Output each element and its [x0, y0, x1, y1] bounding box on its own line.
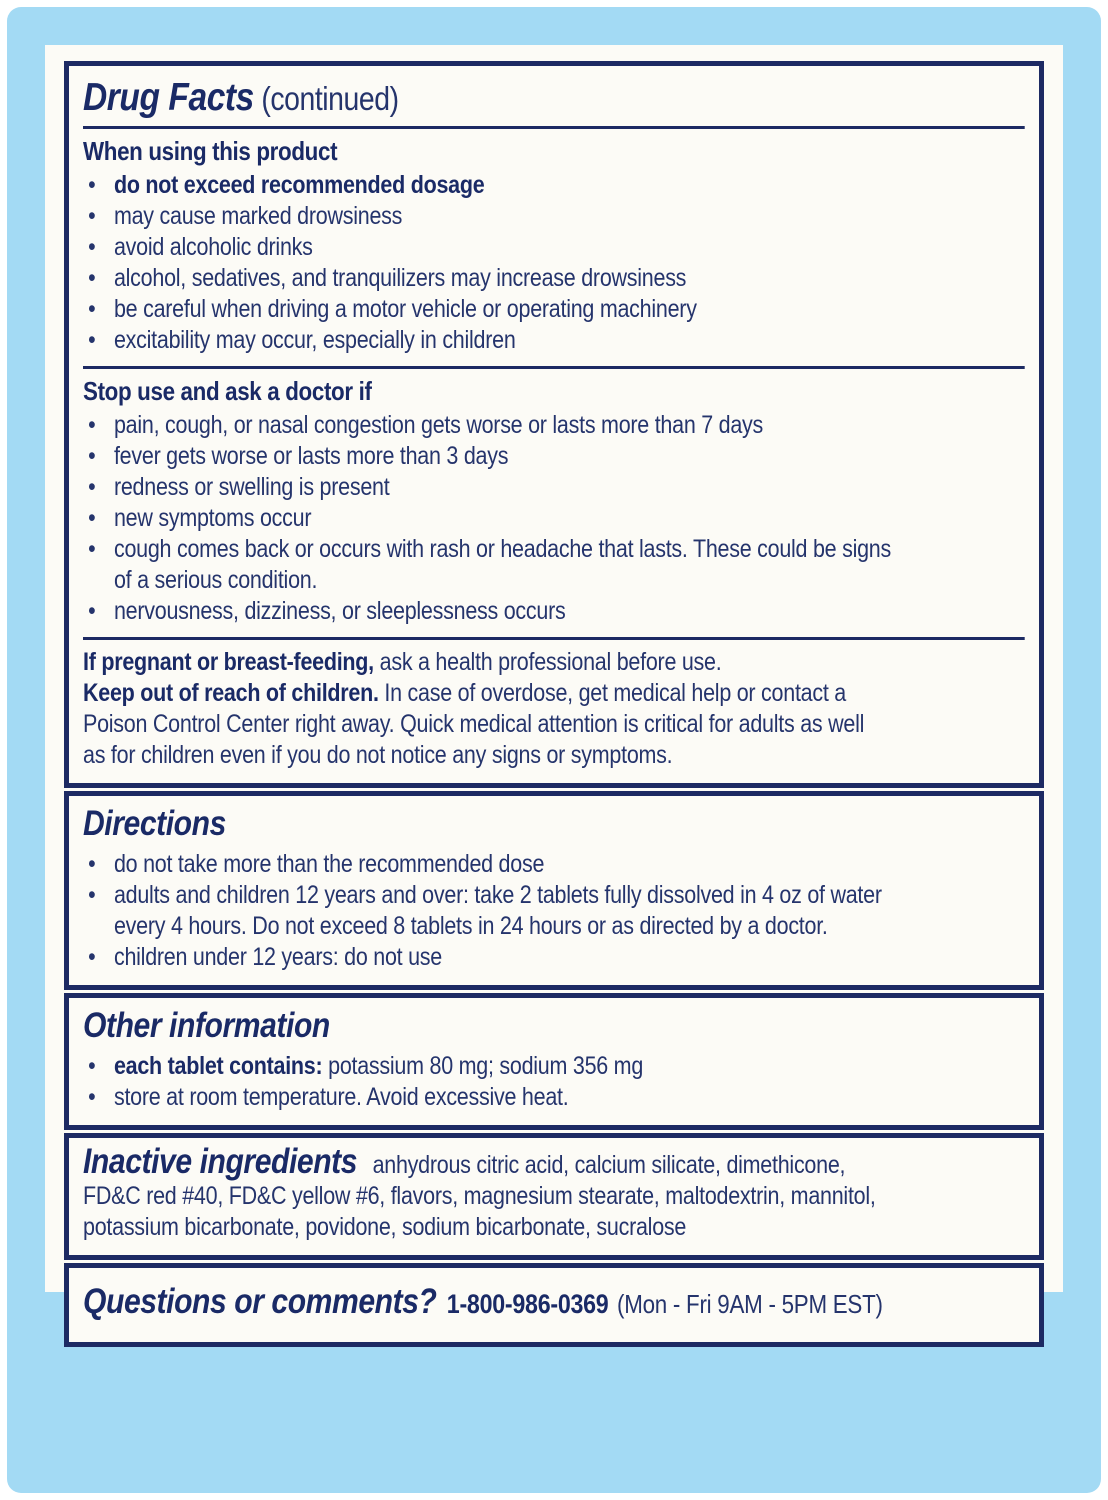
bullet-icon: •: [88, 202, 96, 230]
when-using-heading: When using this product: [83, 136, 338, 166]
other-information-heading: Other information: [83, 1006, 330, 1045]
bullet-icon: •: [88, 233, 96, 261]
list-item: • do not exceed recommended dosage: [88, 171, 485, 199]
list-item: • children under 12 years: do not use: [88, 943, 442, 971]
list-item: • store at room temperature. Avoid excessive heat.: [88, 1083, 569, 1111]
divider-rule: [83, 126, 1024, 129]
directions-box: [64, 791, 1044, 990]
list-item: • avoid alcoholic drinks: [88, 233, 313, 261]
list-item: • alcohol, sedatives, and tranquilizers may increase drowsiness: [88, 264, 687, 292]
divider-rule: [83, 366, 1024, 369]
list-item: • do not take more than the recommended dose: [88, 850, 545, 878]
inactive-ingredients-line: FD&C red #40, FD&C yellow #6, flavors, magnesium stearate, maltodextrin, mannitol, potassium bicarbonate, povidone, sodium bicarbonate, sucralose: [83, 1182, 876, 1241]
phone-number: 1-800-986-0369: [446, 1289, 609, 1319]
title-continued: (continued): [253, 80, 399, 117]
bullet-icon: •: [88, 1052, 96, 1080]
bullet-icon: •: [88, 850, 96, 878]
warnings-box: [64, 61, 1044, 788]
directions-heading: Directions: [83, 804, 226, 843]
list-item: • excitability may occur, especially in children: [88, 326, 516, 354]
questions-heading: Questions or comments?: [83, 1282, 437, 1321]
keep-out-of-reach-warning: Keep out of reach of children. In case of overdose, get medical help or contact a Poison Control Center right away. Quick medical attention is critical for adults as well as for children even if you do not notice any signs or symptoms.: [83, 679, 865, 769]
bullet-icon: •: [88, 597, 96, 625]
list-item: • redness or swelling is present: [88, 473, 390, 501]
list-item: • cough comes back or occurs with rash or headache that lasts. These could be signs of a serious condition.: [88, 535, 891, 594]
bullet-icon: •: [88, 473, 96, 501]
stop-use-heading: Stop use and ask a doctor if: [83, 376, 372, 406]
label-panel: [45, 45, 1063, 1321]
bullet-icon: •: [88, 264, 96, 292]
bullet-icon: •: [88, 1083, 96, 1111]
title-text: Drug Facts: [83, 76, 254, 119]
fact-boxes: [64, 61, 1044, 1350]
list-item: • be careful when driving a motor vehicle or operating machinery: [88, 295, 697, 323]
list-item: • each tablet contains: potassium 80 mg; sodium 356 mg: [88, 1052, 644, 1080]
bullet-icon: •: [88, 881, 96, 909]
questions-line: [83, 1282, 1024, 1322]
list-item: • adults and children 12 years and over: take 2 tablets fully dissolved in 4 oz of water every 4 hours. Do not exceed 8 tablets in 24 hours or as directed by a doctor.: [88, 881, 882, 940]
bullet-icon: •: [88, 535, 96, 563]
bullet-icon: •: [88, 295, 96, 323]
list-item: • fever gets worse or lasts more than 3 days: [88, 442, 509, 470]
list-item: • may cause marked drowsiness: [88, 202, 403, 230]
divider-rule: [83, 637, 1024, 640]
list-item: • pain, cough, or nasal congestion gets worse or lasts more than 7 days: [88, 411, 764, 439]
inactive-ingredients-box: [64, 1133, 1044, 1260]
inactive-ingredients-heading: Inactive ingredients: [83, 1142, 358, 1181]
list-item: • nervousness, dizziness, or sleeplessness occurs: [88, 597, 566, 625]
bullet-icon: •: [88, 442, 96, 470]
pregnancy-warning: If pregnant or breast-feeding, ask a health professional before use.: [83, 648, 722, 676]
bullet-icon: •: [88, 411, 96, 439]
phone-hours: (Mon - Fri 9AM - 5PM EST): [617, 1289, 883, 1319]
other-information-box: [64, 993, 1044, 1130]
inactive-ingredients-line: Inactive ingredients anhydrous citric acid, calcium silicate, dimethicone,: [83, 1142, 846, 1181]
bullet-icon: •: [88, 504, 96, 532]
bullet-icon: •: [88, 943, 96, 971]
drug-facts-title: [83, 76, 1024, 120]
bullet-icon: •: [88, 171, 96, 199]
bullet-icon: •: [88, 326, 96, 354]
questions-box: [64, 1263, 1044, 1347]
list-item: • new symptoms occur: [88, 504, 312, 532]
